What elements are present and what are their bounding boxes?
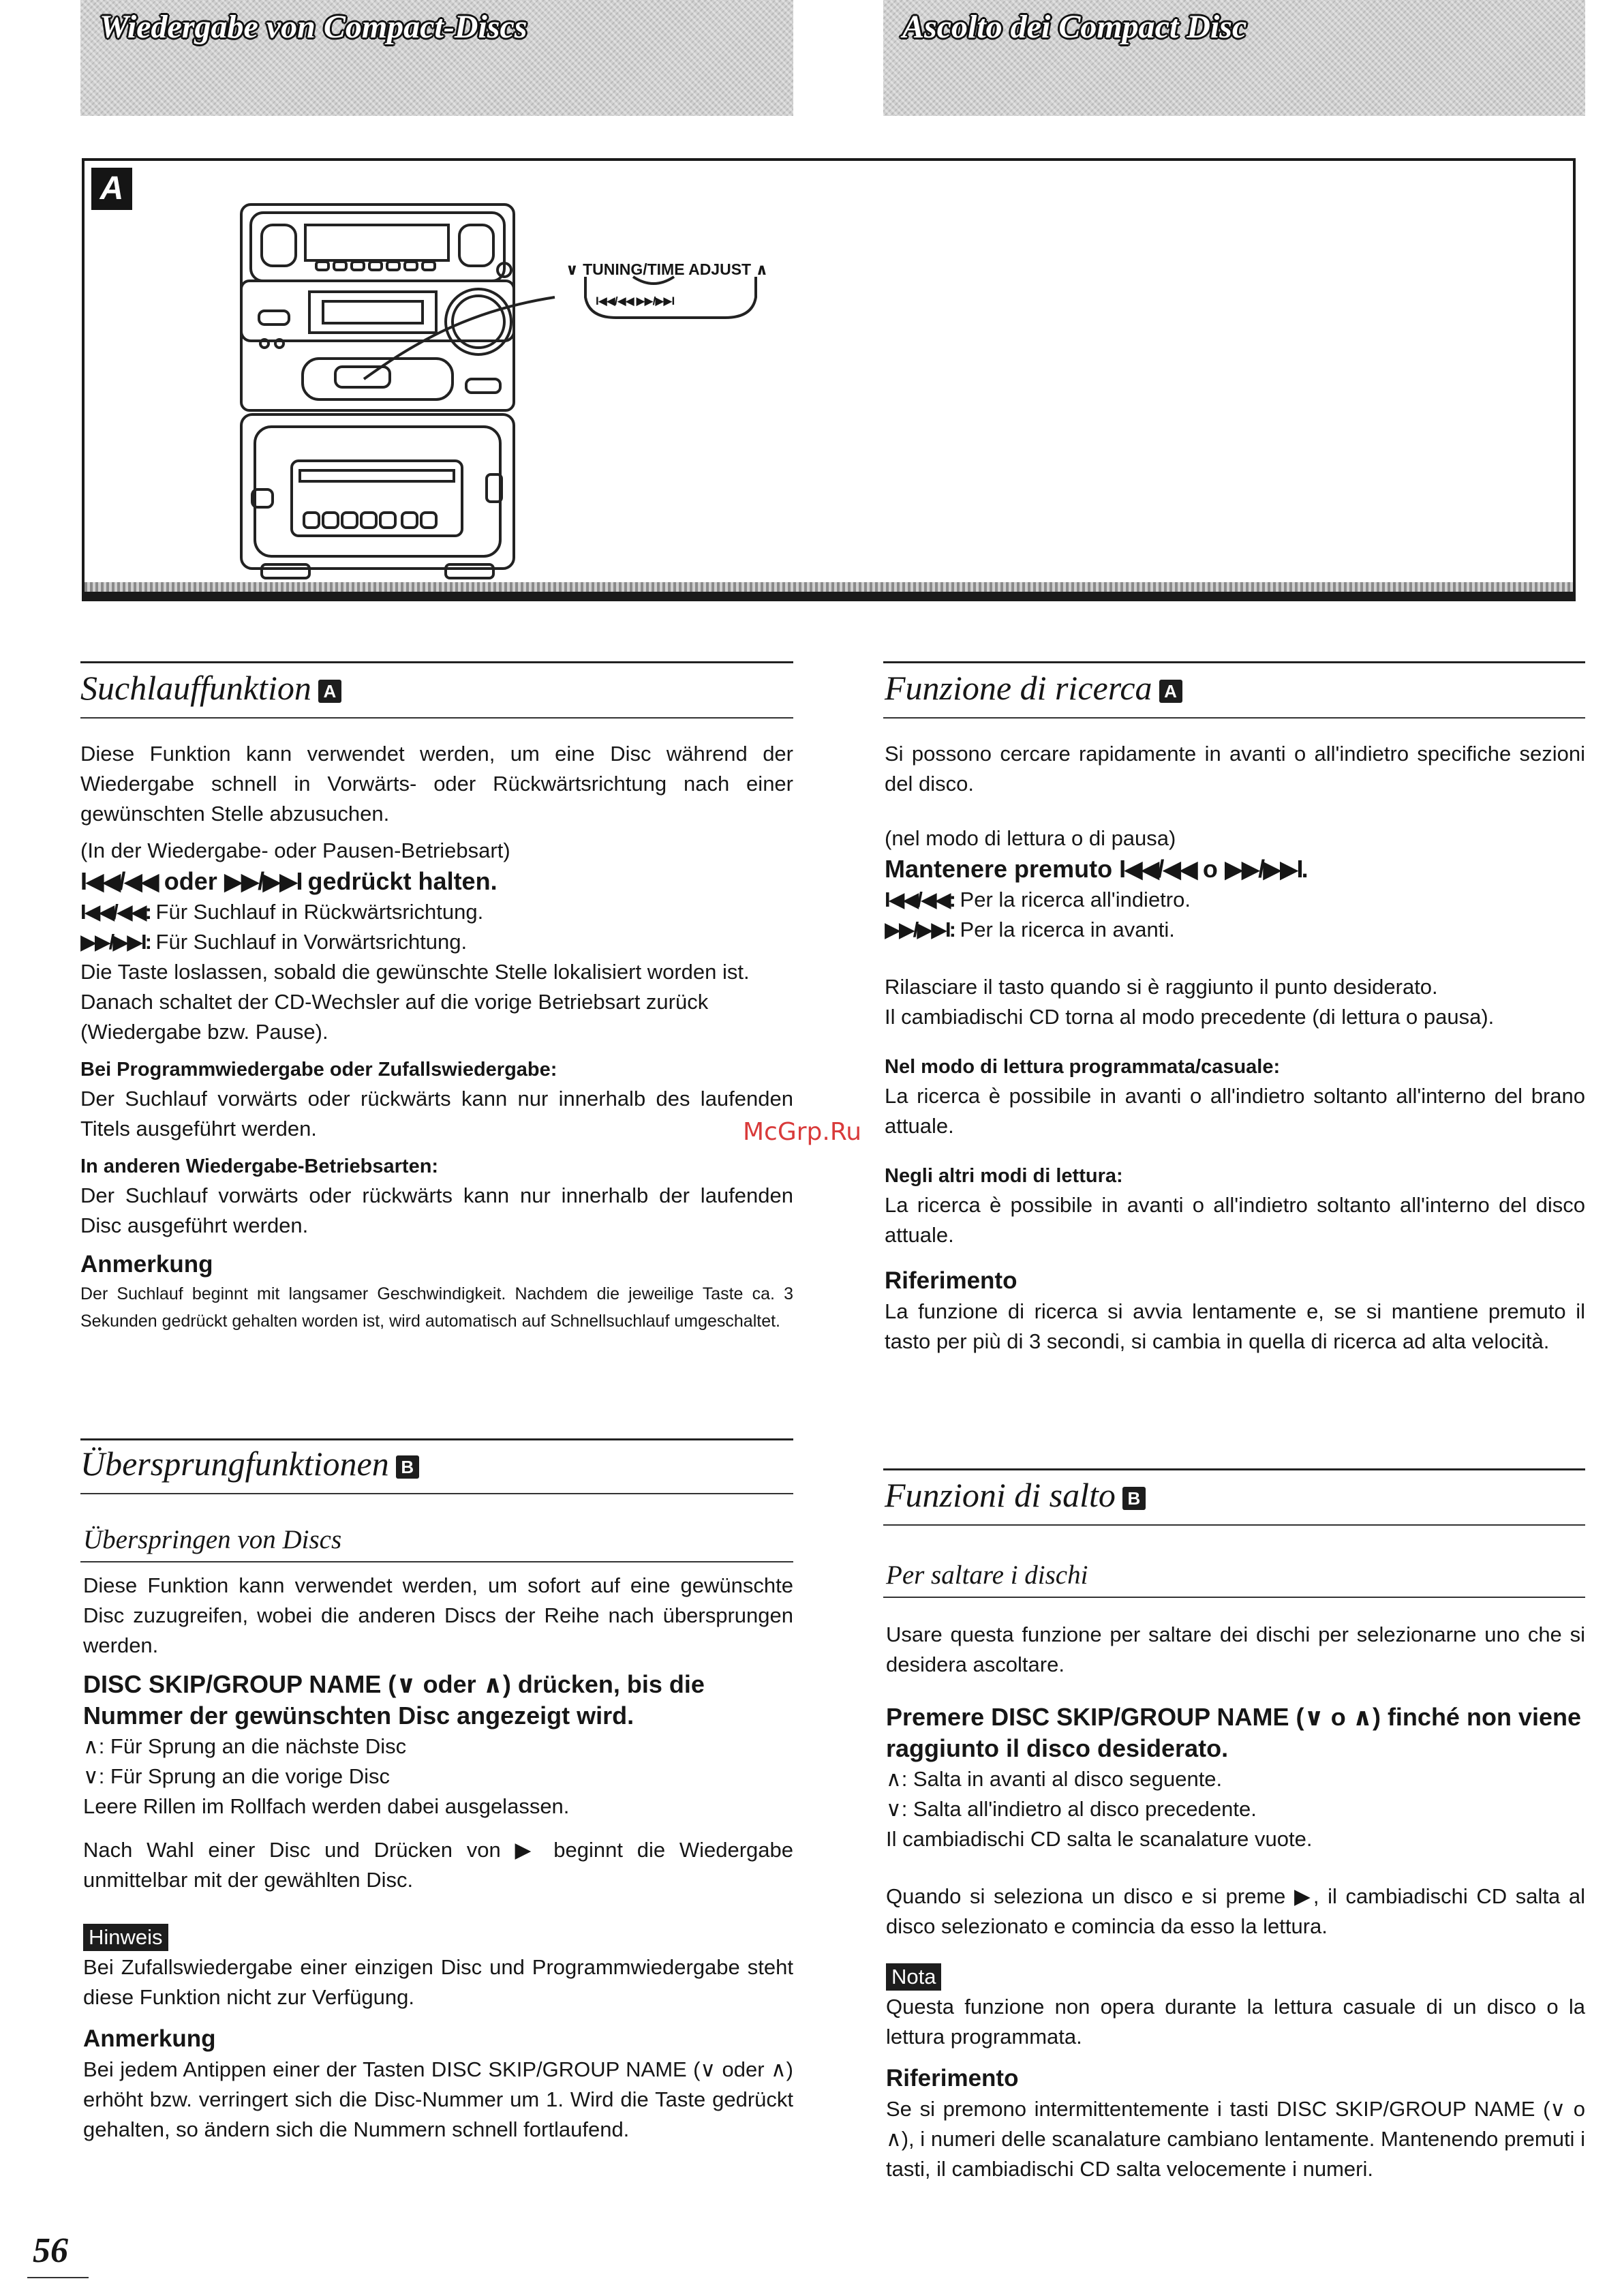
it-search-body — [885, 739, 1585, 1357]
de-skip-note-text: Bei jedem Antippen einer der Tasten DISC SKIP/GROUP NAME (∨ oder ∧) erhöht bzw. verringert sich die Disc-Nummer um 1. Wird die Taste gedrückt gehalten, so ändern sich die Nummern schnell fortlaufend. — [83, 2057, 793, 2141]
header-bar-left — [80, 0, 793, 116]
it-search-mode: (nel modo di lettura o di pausa) — [885, 826, 1176, 850]
skip-back-glyph: I◀◀/◀◀ — [1119, 855, 1196, 883]
badge-a-icon: A — [318, 680, 341, 703]
forward-text: Für Suchlauf in Vorwärtsrichtung. — [149, 930, 468, 954]
back-glyph: I◀◀/◀◀: — [885, 888, 954, 911]
it-search-other-head: Negli altri modi di lettura: — [885, 1165, 1123, 1187]
instr-end: . — [1301, 855, 1308, 883]
hint-tag: Hinweis — [83, 1924, 168, 1951]
it-search-instruction — [885, 854, 1585, 885]
forward-text: Per la ricerca in avanti. — [953, 918, 1175, 941]
forward-glyph: ▶▶/▶▶I: — [80, 930, 150, 954]
it-search-prog-head: Nel modo di lettura programmata/casuale: — [885, 1056, 1281, 1078]
forward-glyph: ▶▶/▶▶I: — [885, 918, 954, 941]
rule-de-search-top — [80, 661, 793, 663]
badge-b-icon: B — [396, 1455, 419, 1479]
it-skip-hint-text: Questa funzione non opera durante la lettura casuale di un disco o la lettura programmata. — [886, 1995, 1585, 2049]
de-search-after: Danach schaltet der CD-Wechsler auf die vorige Betriebsart zurück (Wiedergabe bzw. Pause). — [80, 990, 709, 1044]
de-search-note-text: Der Suchlauf beginnt mit langsamer Geschwindigkeit. Nachdem die jeweilige Taste ca. 3 Sekunden gedrückt gehalten worden ist, wird automatisch auf Schnellsuchlauf umgeschaltet. — [80, 1284, 793, 1331]
footer-rule — [27, 2277, 89, 2278]
rule-it-search-bottom — [883, 717, 1585, 719]
de-search-back — [80, 897, 793, 927]
instr-start: Mantenere premuto — [885, 855, 1120, 883]
de-search-mode: (In der Wiedergabe- oder Pausen-Betriebsart) — [80, 839, 510, 862]
de-skip-hint-tag-line — [83, 1922, 793, 1952]
badge-b-icon: B — [1122, 1487, 1146, 1510]
de-skip-instruction: DISC SKIP/GROUP NAME (∨ oder ∧) drücken, bis die Nummer der gewünschten Disc angezeigt wird. — [83, 1670, 705, 1729]
de-search-note-head: Anmerkung — [80, 1251, 213, 1278]
de-skip-note-head: Anmerkung — [83, 2025, 216, 2052]
rule-it-skip-bottom — [883, 1524, 1585, 1526]
rule-de-skip-top — [80, 1438, 793, 1440]
it-search-back — [885, 885, 1585, 915]
it-search-prog-text: La ricerca è possibile in avanti o all'indietro soltanto all'interno del brano attuale. — [885, 1084, 1585, 1138]
rule-de-search-bottom — [80, 717, 793, 719]
watermark-text: McGrp.Ru — [743, 1118, 862, 1146]
de-search-other-head: In anderen Wiedergabe-Betriebsarten: — [80, 1155, 439, 1177]
it-search-note-text: La funzione di ricerca si avvia lentamente e, se si mantiene premuto il tasto per più di 3 secondi, si cambia in quella di ricerca ad alta velocità. — [885, 1299, 1585, 1353]
it-skip-body — [886, 1620, 1585, 2184]
de-search-body — [80, 739, 793, 1335]
heading-funzione-di-ricerca — [885, 668, 1182, 708]
heading-text: Funzioni di salto — [885, 1476, 1116, 1514]
rule-it-skip-top — [883, 1468, 1585, 1470]
it-search-intro: Si possono cercare rapidamente in avanti o all'indietro specifiche sezioni del disco. — [885, 742, 1585, 796]
rule-de-skip-sub — [80, 1561, 793, 1562]
de-search-prog-head: Bei Programmwiedergabe oder Zufallswiedergabe: — [80, 1059, 557, 1081]
heading-text: Funzione di ricerca — [885, 669, 1152, 707]
heading-text: Suchlauffunktion — [80, 669, 311, 707]
header-title-de: Wiedergabe von Compact-Discs — [100, 9, 527, 45]
it-search-other-text: La ricerca è possibile in avanti o all'indietro soltanto all'interno del disco attuale. — [885, 1193, 1585, 1247]
it-search-after: Il cambiadischi CD torna al modo precedente (di lettura o pausa). — [885, 1005, 1495, 1029]
back-glyph: I◀◀/◀◀: — [80, 900, 150, 924]
page-number: 56 — [33, 2231, 68, 2270]
it-skip-empty: Il cambiadischi CD salta le scanalature vuote. — [886, 1827, 1313, 1851]
de-skip-intro: Diese Funktion kann verwendet werden, um sofort auf eine gewünschte Disc zuzugreifen, wobei die anderen Discs der Reihe nach übersprungen werden. — [83, 1573, 793, 1657]
heading-text: Übersprungfunktionen — [80, 1445, 389, 1483]
de-search-instruction — [80, 866, 793, 897]
it-search-release: Rilasciare il tasto quando si è raggiunto il punto desiderato. — [885, 975, 1438, 999]
header-title-it: Ascolto dei Compact Disc — [902, 9, 1247, 45]
de-search-other-text: Der Suchlauf vorwärts oder rückwärts kann nur innerhalb der laufenden Disc ausgeführt werden. — [80, 1183, 793, 1237]
it-skip-up: ∧: Salta in avanti al disco seguente. — [886, 1767, 1223, 1791]
skip-forward-glyph: ▶▶/▶▶I — [1224, 855, 1302, 883]
de-skip-body — [83, 1571, 793, 2145]
de-skip-hint-text: Bei Zufallswiedergabe einer einzigen Disc und Programmwiedergabe steht diese Funktion nicht zur Verfügung. — [83, 1955, 793, 2009]
instr-mid: o — [1195, 855, 1225, 883]
figure-bottom-stripe — [85, 582, 1573, 592]
de-skip-empty: Leere Rillen im Rollfach werden dabei ausgelassen. — [83, 1794, 570, 1818]
back-text: Für Suchlauf in Rückwärtsrichtung. — [149, 900, 484, 924]
rule-it-skip-sub — [883, 1597, 1585, 1598]
rule-de-skip-bottom — [80, 1493, 793, 1494]
skip-forward-glyph: ▶▶/▶▶I — [224, 867, 301, 895]
it-skip-hint-tag-line — [886, 1962, 1585, 1992]
nota-tag: Nota — [886, 1963, 941, 1991]
it-search-note-head: Riferimento — [885, 1267, 1017, 1294]
instr-end: gedrückt halten. — [301, 867, 498, 895]
de-skip-up: ∧: Für Sprung an die nächste Disc — [83, 1734, 407, 1758]
subheading-per-saltare: Per saltare i dischi — [886, 1560, 1088, 1590]
it-skip-down: ∨: Salta all'indietro al disco precedente. — [886, 1797, 1257, 1821]
subheading-ueberspringen: Überspringen von Discs — [83, 1525, 342, 1554]
instr-mid: oder — [157, 867, 224, 895]
rule-it-search-top — [883, 661, 1585, 663]
it-skip-after: Quando si seleziona un disco e si preme ▶, il cambiadischi CD salta al disco selezionato e comincia da esso la lettura. — [886, 1884, 1585, 1938]
figure-letter: A — [91, 168, 132, 210]
de-skip-after: Nach Wahl einer Disc und Drücken von ▶ beginnt die Wiedergabe unmittelbar mit der gewählten Disc. — [83, 1838, 793, 1892]
heading-funzioni-di-salto — [885, 1475, 1146, 1515]
de-search-release: Die Taste loslassen, sobald die gewünschte Stelle lokalisiert worden ist. — [80, 960, 750, 984]
heading-uebersprungfunktionen — [80, 1444, 419, 1483]
it-skip-intro: Usare questa funzione per saltare dei dischi per selezionarne uno che si desidera ascoltare. — [886, 1622, 1585, 1676]
heading-suchlauffunktion — [80, 668, 341, 708]
de-skip-down: ∨: Für Sprung an die vorige Disc — [83, 1764, 390, 1788]
skip-back-glyph: I◀◀/◀◀ — [80, 867, 157, 895]
it-search-forward — [885, 915, 1585, 945]
de-search-prog-text: Der Suchlauf vorwärts oder rückwärts kann nur innerhalb des laufenden Titels ausgeführt werden. — [80, 1087, 793, 1141]
de-search-intro: Diese Funktion kann verwendet werden, um eine Disc während der Wiedergabe schnell in Vorwärts- oder Rückwärtsrichtung nach einer gewünschten Stelle abzusuchen. — [80, 742, 793, 826]
back-text: Per la ricerca all'indietro. — [953, 888, 1191, 911]
it-skip-note-text: Se si premono intermittentemente i tasti DISC SKIP/GROUP NAME (∨ o ∧), i numeri delle scanalature cambiano lentamente. Mantenendo premuti i tasti, il cambiadischi CD salta velocemente i numeri. — [886, 2097, 1585, 2181]
it-skip-instruction: Premere DISC SKIP/GROUP NAME (∨ o ∧) finché non viene raggiunto il disco desiderato. — [886, 1703, 1581, 1762]
figure-a — [82, 158, 1576, 601]
stereo-illustration — [234, 175, 916, 584]
badge-a-icon: A — [1159, 680, 1182, 703]
de-search-forward — [80, 927, 793, 957]
header-bar-right — [883, 0, 1585, 116]
skip-buttons-glyph: I◀◀/◀◀ ▶▶/▶▶I — [596, 294, 675, 307]
tuning-callout-label: ∨ TUNING/TIME ADJUST ∧ — [566, 260, 769, 278]
it-skip-note-head: Riferimento — [886, 2065, 1019, 2091]
